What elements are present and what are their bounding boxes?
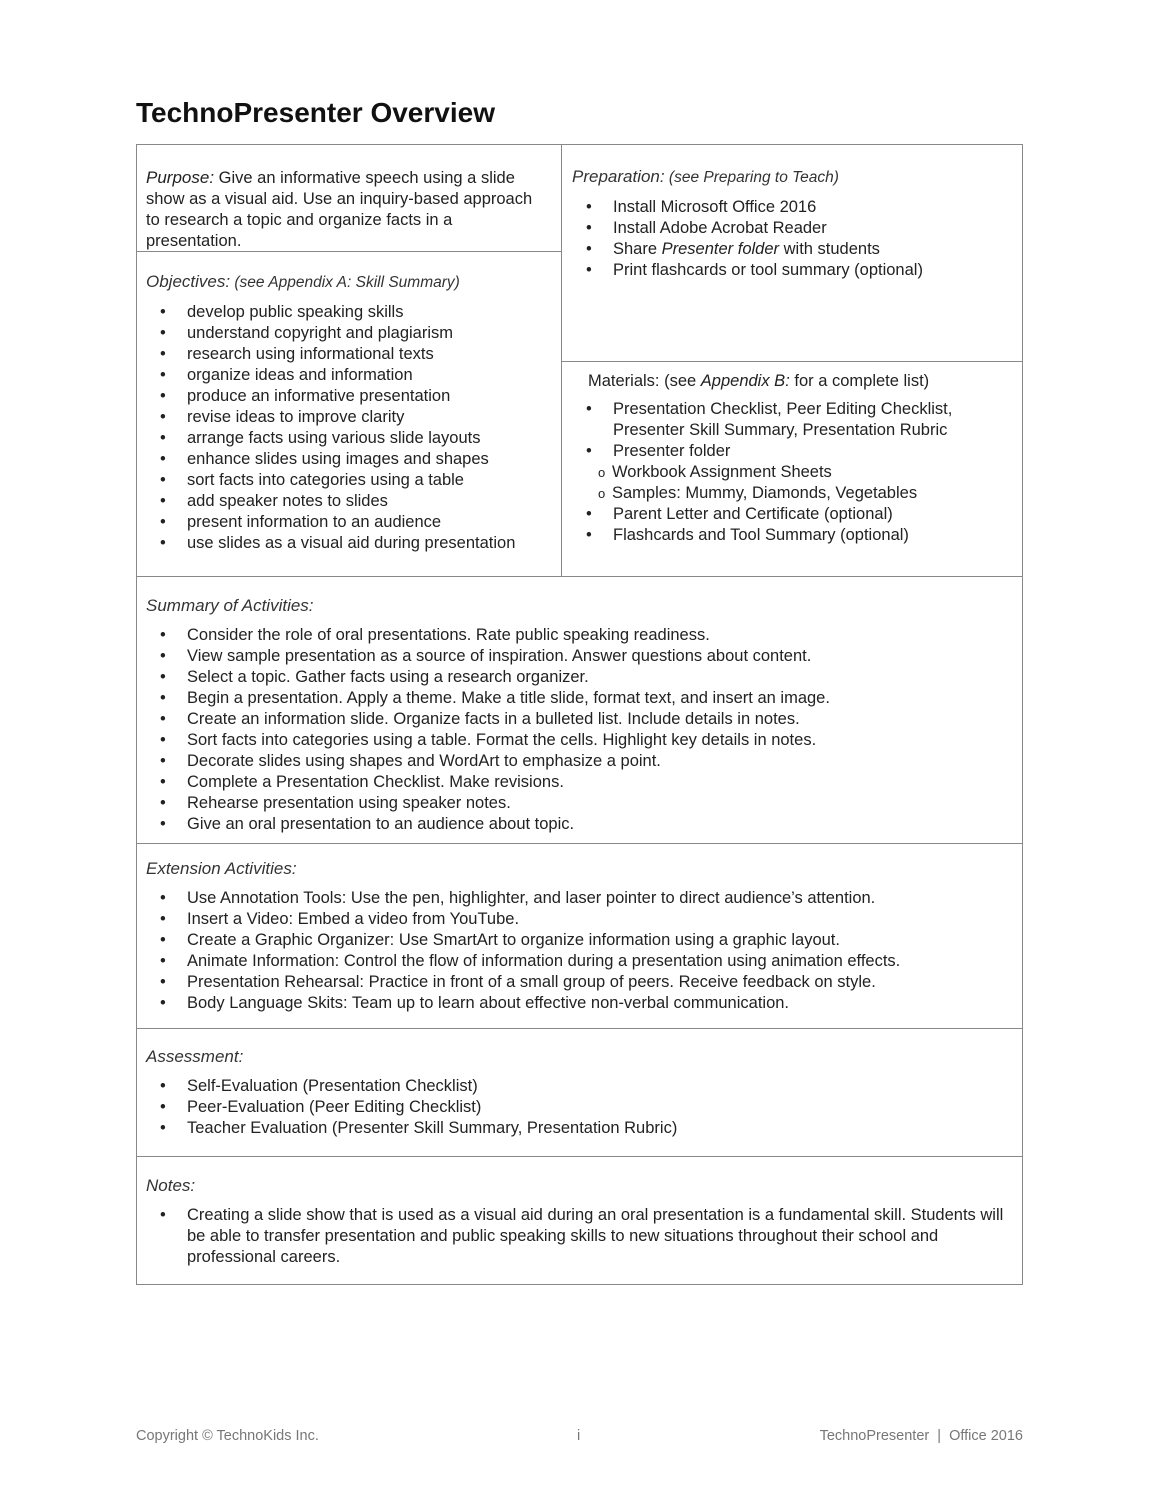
materials-section — [562, 371, 1022, 546]
divider — [136, 1028, 1023, 1029]
list-item: • develop public speaking skills — [146, 302, 561, 323]
list-item: • understand copyright and plagiarism — [146, 323, 561, 344]
list-item: • add speaker notes to slides — [146, 491, 561, 512]
list-item: • produce an informative presentation — [146, 386, 561, 407]
footer-title: TechnoPresenter | Office 2016 — [819, 1428, 1023, 1444]
list-item: • Begin a presentation. Apply a theme. Make a title slide, format text, and insert an image. — [146, 688, 1022, 709]
objectives-section — [136, 271, 561, 554]
materials-label: Materials: (see — [588, 372, 701, 390]
list-item: • present information to an audience — [146, 512, 561, 533]
list-item: • Use Annotation Tools: Use the pen, highlighter, and laser pointer to direct audience’s attention. — [146, 888, 1022, 909]
list-item: • sort facts into categories using a table — [146, 470, 561, 491]
assessment-list — [146, 1076, 1022, 1139]
list-item: • Install Adobe Acrobat Reader — [572, 218, 1022, 239]
preparation-label: Preparation: — [572, 167, 665, 186]
list-item: • Create an information slide. Organize facts in a bulleted list. Include details in notes. — [146, 709, 1022, 730]
assessment-label: Assessment: — [146, 1047, 244, 1066]
list-item: • Presentation Checklist, Peer Editing Checklist, Presenter Skill Summary, Presentation Rubric — [572, 399, 993, 441]
list-item: • use slides as a visual aid during presentation — [146, 533, 561, 554]
list-item: • Create a Graphic Organizer: Use SmartArt to organize information using a graphic layout. — [146, 930, 1022, 951]
list-item: • organize ideas and information — [146, 365, 561, 386]
summary-list — [146, 625, 1022, 835]
list-item: • revise ideas to improve clarity — [146, 407, 561, 428]
list-item: • View sample presentation as a source of inspiration. Answer questions about content. — [146, 646, 1022, 667]
objectives-list — [146, 302, 561, 554]
list-item: • Presentation Rehearsal: Practice in front of a small group of peers. Receive feedback on style. — [146, 972, 1022, 993]
list-item: • enhance slides using images and shapes — [146, 449, 561, 470]
preparation-list — [572, 197, 1022, 281]
extension-label: Extension Activities: — [146, 859, 297, 878]
page-title: TechnoPresenter Overview — [136, 97, 495, 128]
text: for a complete list) — [789, 372, 930, 390]
notes-label: Notes: — [146, 1176, 196, 1195]
list-item: • Rehearse presentation using speaker notes. — [146, 793, 1022, 814]
footer-copyright: Copyright © TechnoKids Inc. — [136, 1428, 319, 1444]
sub-list-item — [572, 462, 1022, 483]
extension-list — [146, 888, 1022, 1014]
purpose-text: Give an informative speech using a slide show as a visual aid. Use an inquiry-based approach to research a topic and organize facts in a presentation. — [146, 169, 533, 250]
list-item: • Complete a Presentation Checklist. Make revisions. — [146, 772, 1022, 793]
list-item: • Self-Evaluation (Presentation Checklist) — [146, 1076, 1022, 1097]
materials-appendix: Appendix B: — [700, 372, 790, 390]
divider — [136, 1156, 1023, 1157]
list-item: • Sort facts into categories using a table. Format the cells. Highlight key details in notes. — [146, 730, 1022, 751]
list-item: • Presenter folder — [572, 441, 1022, 462]
summary-section — [136, 595, 1022, 835]
sub-list-item — [572, 483, 1022, 504]
divider — [136, 576, 1023, 577]
objectives-label: Objectives: — [146, 272, 231, 291]
list-item: • Body Language Skits: Team up to learn about effective non-verbal communication. — [146, 993, 1022, 1014]
text: Samples: Mummy, Diamonds, Vegetables — [612, 484, 918, 502]
list-item: • Flashcards and Tool Summary (optional) — [572, 525, 1022, 546]
presenter-folder-text: Presenter folder — [661, 240, 780, 258]
list-item: • Teacher Evaluation (Presenter Skill Summary, Presentation Rubric) — [146, 1118, 1022, 1139]
purpose-label: Purpose: — [146, 168, 215, 187]
text: with students — [779, 240, 880, 258]
notes-section — [136, 1175, 1016, 1268]
divider — [561, 361, 1023, 362]
list-item: • Insert a Video: Embed a video from YouTube. — [146, 909, 1022, 930]
footer-page-number: i — [577, 1428, 581, 1444]
assessment-section — [136, 1046, 1022, 1139]
list-item: • Install Microsoft Office 2016 — [572, 197, 1022, 218]
summary-label: Summary of Activities: — [146, 596, 314, 615]
list-item: • Animate Information: Control the flow of information during a presentation using animation effects. — [146, 951, 1022, 972]
extension-section — [136, 858, 1022, 1014]
preparation-section — [562, 166, 1022, 281]
text: Share — [613, 240, 662, 258]
list-item: • Select a topic. Gather facts using a research organizer. — [146, 667, 1022, 688]
text: Workbook Assignment Sheets — [612, 463, 832, 481]
objectives-note: (see Appendix A: Skill Summary) — [230, 274, 460, 291]
list-item: • Decorate slides using shapes and WordArt to emphasize a point. — [146, 751, 1022, 772]
list-item: • Parent Letter and Certificate (optional) — [572, 504, 1022, 525]
materials-list — [572, 399, 1022, 546]
list-item — [572, 239, 1022, 260]
list-item: • Creating a slide show that is used as a visual aid during an oral presentation is a fundamental skill. Students will be able to transfer presentation and public speaking skills to new situations throughout their school and professional careers. — [146, 1205, 1016, 1268]
list-item: • Consider the role of oral presentations. Rate public speaking readiness. — [146, 625, 1022, 646]
purpose-section — [136, 167, 546, 252]
list-item: • research using informational texts — [146, 344, 561, 365]
list-item: • arrange facts using various slide layouts — [146, 428, 561, 449]
preparation-note: (see Preparing to Teach) — [664, 169, 839, 186]
list-item: • Peer-Evaluation (Peer Editing Checklist) — [146, 1097, 1022, 1118]
divider — [136, 843, 1023, 844]
list-item: • Print flashcards or tool summary (optional) — [572, 260, 1022, 281]
notes-list — [146, 1205, 1016, 1268]
list-item: • Give an oral presentation to an audience about topic. — [146, 814, 1022, 835]
